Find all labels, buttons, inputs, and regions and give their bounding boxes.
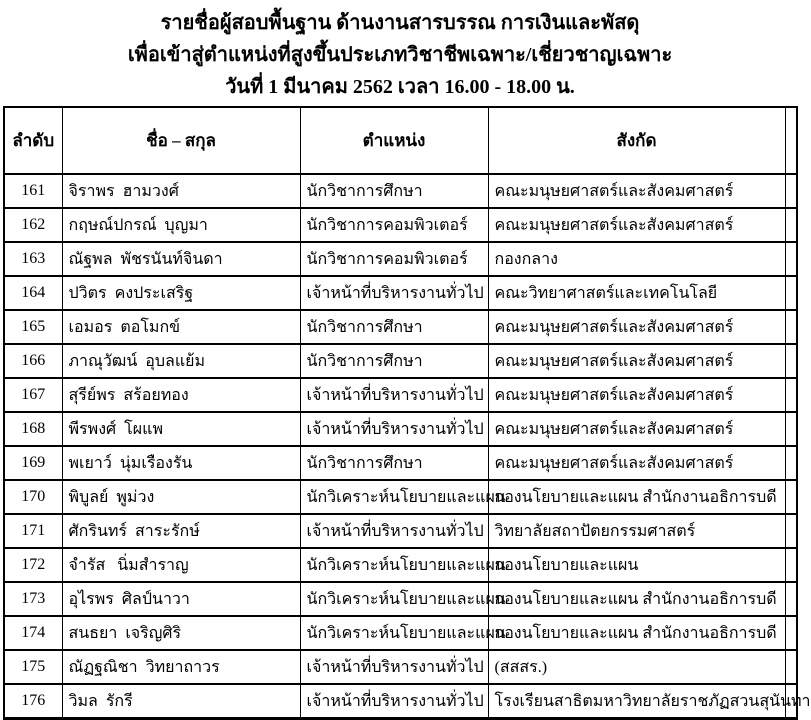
cell-number: 169 [4,446,62,480]
cell-cutoff [785,208,797,242]
cell-affiliation: คณะมนุษยศาสตร์และสังคมศาสตร์ [488,174,785,208]
header-name: ชื่อ – สกุล [62,107,300,174]
cell-cutoff [785,650,797,684]
cell-position: นักวิชาการศึกษา [300,174,488,208]
cell-cutoff [785,446,797,480]
cell-name: จำรัส นิ่มสำราญ [62,548,300,582]
cell-affiliation: คณะวิทยาศาสตร์และเทคโนโลยี [488,276,785,310]
cell-number: 161 [4,174,62,208]
table-row [4,310,797,344]
cell-number: 166 [4,344,62,378]
cell-number: 174 [4,616,62,650]
cell-position: เจ้าหน้าที่บริหารงานทั่วไป [300,276,488,310]
document-header [0,0,800,103]
cell-cutoff [785,480,797,514]
cell-affiliation: กองนโยบายและแผน สำนักงานอธิการบดี [488,616,785,650]
cell-cutoff [785,310,797,344]
table-row [4,616,797,650]
header-number: ลำดับ [4,107,62,174]
cell-position: เจ้าหน้าที่บริหารงานทั่วไป [300,684,488,719]
cell-name: ณัฏฐณิชา วิทยาถาวร [62,650,300,684]
cell-cutoff [785,378,797,412]
roster-table [3,106,811,720]
cell-name: วิมล รักรี [62,684,300,719]
cell-position: นักวิชาการคอมพิวเตอร์ [300,208,488,242]
table-row [4,582,797,616]
title-line-3: วันที่ 1 มีนาคม 2562 เวลา 16.00 - 18.00 น. [225,76,575,98]
cell-number: 171 [4,514,62,548]
cell-affiliation: คณะมนุษยศาสตร์และสังคมศาสตร์ [488,412,785,446]
cell-affiliation: วิทยาลัยสถาปัตยกรรมศาสตร์ [488,514,785,548]
cell-position: นักวิชาการศึกษา [300,344,488,378]
cell-number: 167 [4,378,62,412]
header-affiliation: สังกัด [488,107,785,174]
cell-affiliation: กองกลาง [488,242,785,276]
cell-number: 172 [4,548,62,582]
cell-cutoff [785,582,797,616]
cell-cutoff [785,514,797,548]
cell-affiliation: คณะมนุษยศาสตร์และสังคมศาสตร์ [488,446,785,480]
cell-position: เจ้าหน้าที่บริหารงานทั่วไป [300,412,488,446]
table-row [4,548,797,582]
cell-name: ภาณุวัฒน์ อุบลแย้ม [62,344,300,378]
table-row [4,276,797,310]
cell-name: ปวิตร คงประเสริฐ [62,276,300,310]
table-row [4,344,797,378]
cell-cutoff [785,616,797,650]
cell-number: 165 [4,310,62,344]
cell-affiliation: กองนโยบายและแผน สำนักงานอธิการบดี [488,480,785,514]
cell-position: นักวิชาการศึกษา [300,310,488,344]
table-row [4,480,797,514]
table-row [4,446,797,480]
cell-affiliation: คณะมนุษยศาสตร์และสังคมศาสตร์ [488,310,785,344]
header-position: ตำแหน่ง [300,107,488,174]
table-row [4,650,797,684]
cell-affiliation: กองนโยบายและแผน [488,548,785,582]
cell-name: สนธยา เจริญศิริ [62,616,300,650]
header-cutoff-cell [785,107,797,174]
table-row [4,514,797,548]
cell-position: เจ้าหน้าที่บริหารงานทั่วไป [300,514,488,548]
cell-affiliation: คณะมนุษยศาสตร์และสังคมศาสตร์ [488,344,785,378]
cell-position: นักวิเคราะห์นโยบายและแผน [300,480,488,514]
cell-position: เจ้าหน้าที่บริหารงานทั่วไป [300,650,488,684]
cell-name: พเยาว์ นุ่มเรืองรัน [62,446,300,480]
cell-position: เจ้าหน้าที่บริหารงานทั่วไป [300,378,488,412]
table-header-row [4,107,797,174]
cell-name: เอมอร ตอโมกข์ [62,310,300,344]
table-row [4,174,797,208]
cell-name: กฤษณ์ปกรณ์ บุญมา [62,208,300,242]
cell-cutoff [785,174,797,208]
cell-cutoff [785,548,797,582]
cell-number: 162 [4,208,62,242]
cell-number: 173 [4,582,62,616]
cell-affiliation: โรงเรียนสาธิตมหาวิทยาลัยราชภัฏสวนสุนันทา [488,684,785,719]
cell-name: พีรพงศ์ โผแพ [62,412,300,446]
cell-position: นักวิเคราะห์นโยบายและแผน [300,582,488,616]
title-line-1: รายชื่อผู้สอบพื้นฐาน ด้านงานสารบรรณ การเงินและพัสดุ [160,12,640,34]
cell-cutoff [785,242,797,276]
cell-position: นักวิชาการศึกษา [300,446,488,480]
cell-affiliation: (สสสร.) [488,650,785,684]
cell-position: นักวิเคราะห์นโยบายและแผน [300,616,488,650]
cell-cutoff [785,344,797,378]
table-row [4,412,797,446]
cell-affiliation: กองนโยบายและแผน สำนักงานอธิการบดี [488,582,785,616]
cell-number: 170 [4,480,62,514]
cell-name: ณัฐพล พัชรนันท์จินดา [62,242,300,276]
table-body [4,174,811,719]
cell-name: สุรีย์พร สร้อยทอง [62,378,300,412]
cell-position: นักวิเคราะห์นโยบายและแผน [300,548,488,582]
cell-name: พิบูลย์ พูม่วง [62,480,300,514]
cell-affiliation: คณะมนุษยศาสตร์และสังคมศาสตร์ [488,208,785,242]
cell-name: อุไรพร ศิลป์นาวา [62,582,300,616]
table-row [4,242,797,276]
table-row [4,208,797,242]
cell-number: 163 [4,242,62,276]
cell-name: จิราพร ฮามวงศ์ [62,174,300,208]
title-line-2: เพื่อเข้าสู่ตำแหน่งที่สูงขึ้นประเภทวิชาชีพเฉพาะ/เชี่ยวชาญเฉพาะ [127,44,673,66]
cell-cutoff [785,276,797,310]
cell-name: ศักรินทร์ สาระรักษ์ [62,514,300,548]
cell-affiliation: คณะมนุษยศาสตร์และสังคมศาสตร์ [488,378,785,412]
table-row [4,378,797,412]
cell-number: 164 [4,276,62,310]
cell-cutoff [785,412,797,446]
cell-position: นักวิชาการคอมพิวเตอร์ [300,242,488,276]
cell-number: 176 [4,684,62,719]
cell-number: 168 [4,412,62,446]
table-row [4,684,797,719]
cell-number: 175 [4,650,62,684]
